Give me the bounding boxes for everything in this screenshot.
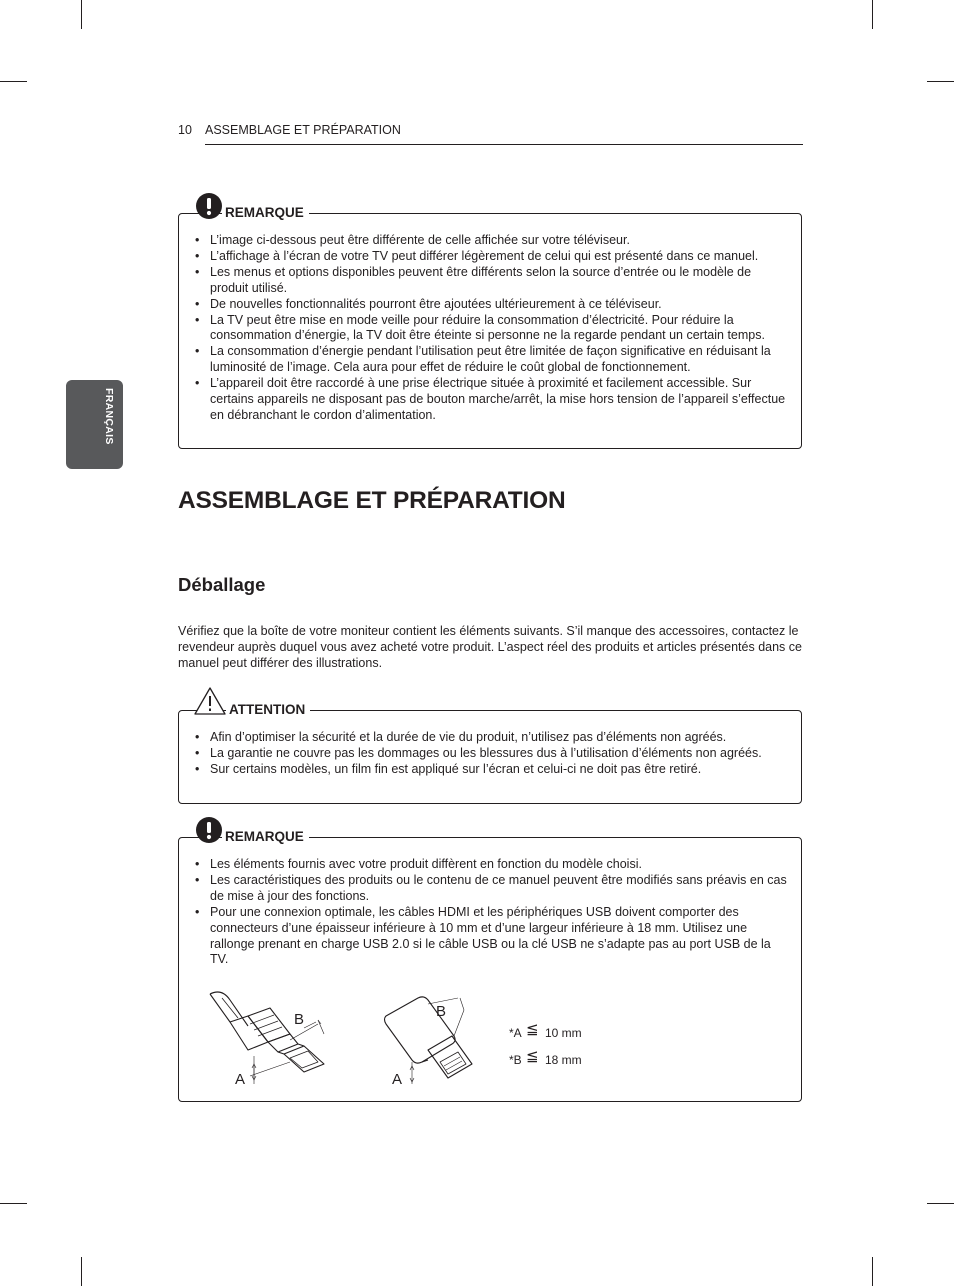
list-item: • L’affichage à l’écran de votre TV peut différer légèrement de celui qui est présenté dans ce manuel. [193, 249, 789, 265]
list-item: • La garantie ne couvre pas les dommages ou les blessures dus à l’utilisation d’éléments non agréés. [193, 746, 789, 762]
page-number: 10 [178, 123, 192, 137]
note-label: REMARQUE [222, 205, 309, 220]
crop-mark [927, 81, 954, 82]
list-item: • De nouvelles fonctionnalités pourront être ajoutées ultérieurement à ce téléviseur. [193, 297, 789, 313]
crop-mark [872, 1257, 873, 1286]
crop-mark [872, 0, 873, 29]
hdmi-connector-illustration [210, 992, 324, 1084]
note-list [193, 857, 789, 968]
language-tab-label: FRANÇAIS [103, 388, 115, 445]
caution-label: ATTENTION [226, 702, 310, 717]
list-item: • Les menus et options disponibles peuvent être différents selon la source d’entrée ou le modèle de produit utilisé. [193, 265, 789, 297]
crop-mark [0, 1203, 27, 1204]
list-item: • Sur certains modèles, un film fin est appliqué sur l’écran et celui-ci ne doit pas être retiré. [193, 762, 789, 778]
spec-b-prefix: *B [509, 1053, 522, 1067]
usb-label-a: A [392, 1071, 403, 1088]
running-title: ASSEMBLAGE ET PRÉPARATION [205, 123, 401, 137]
crop-mark [81, 0, 82, 29]
caution-box [178, 702, 802, 804]
crop-mark [0, 81, 27, 82]
connector-size-diagram [178, 980, 802, 1090]
hdmi-label-b: B [294, 1011, 305, 1028]
crop-mark [81, 1257, 82, 1286]
note-box-1 [178, 205, 802, 449]
usb-label-b: B [436, 1003, 447, 1020]
caution-list [193, 730, 789, 778]
less-equal-symbol: ≦ [526, 1047, 539, 1065]
language-tab [66, 380, 123, 469]
list-item: • Pour une connexion optimale, les câbles HDMI et les périphériques USB doivent comporter des connecteurs d’une épaisseur inférieure à 10 mm et d’une largeur inférieure à 18 mm. Utilisez une rallonge prenant en charge USB 2.0 si le câble USB ou la clé USB ne s’adapte pas au port USB de la TV. [193, 905, 789, 969]
list-item: • Les caractéristiques des produits ou le contenu de ce manuel peuvent être modifiés sans préavis en cas de mise à jour des fonctions. [193, 873, 789, 905]
less-equal-symbol: ≦ [526, 1020, 539, 1038]
header-rule [205, 144, 803, 145]
list-item: • La consommation d’énergie pendant l’utilisation peut être limitée de façon significative en réduisant la luminosité de l’image. Cela aura pour effet de réduire le coût global de fonctionnement. [193, 344, 789, 376]
list-item: • Les éléments fournis avec votre produit diffèrent en fonction du modèle choisi. [193, 857, 789, 873]
section-title: Déballage [178, 574, 266, 595]
list-item: • Afin d’optimiser la sécurité et la durée de vie du produit, n’utilisez pas d’éléments non agréés. [193, 730, 789, 746]
note-list [193, 233, 789, 424]
page-title: ASSEMBLAGE ET PRÉPARATION [178, 487, 566, 514]
spec-a-prefix: *A [509, 1026, 522, 1040]
exclamation-icon [196, 817, 222, 843]
note-label: REMARQUE [222, 829, 309, 844]
spec-b-value: 18 mm [545, 1053, 582, 1067]
crop-mark [927, 1203, 954, 1204]
warning-triangle-icon [194, 687, 226, 715]
list-item: • La TV peut être mise en mode veille pour réduire la consommation d’électricité. Pour réduire la consommation d’énergie, la TV doit être éteinte si personne ne la regarde pendant un certain temps. [193, 313, 789, 345]
intro-paragraph: Vérifiez que la boîte de votre moniteur contient les éléments suivants. S’il manque des accessoires, contactez le revendeur auprès duquel vous avez acheté votre produit. L’aspect réel des produits et articles présentés dans ce manuel peut différer des illustrations. [178, 624, 802, 670]
hdmi-label-a: A [235, 1071, 246, 1088]
list-item: • L’appareil doit être raccordé à une prise électrique située à proximité et facilement accessible. Sur certains appareils ne disposant pas de bouton marche/arrêt, la mise hors tension de l’appareil s’effectue en débranchant le cordon d’alimentation. [193, 376, 789, 424]
spec-a-value: 10 mm [545, 1026, 582, 1040]
list-item: • L’image ci-dessous peut être différente de celle affichée sur votre téléviseur. [193, 233, 789, 249]
exclamation-icon [196, 193, 222, 219]
